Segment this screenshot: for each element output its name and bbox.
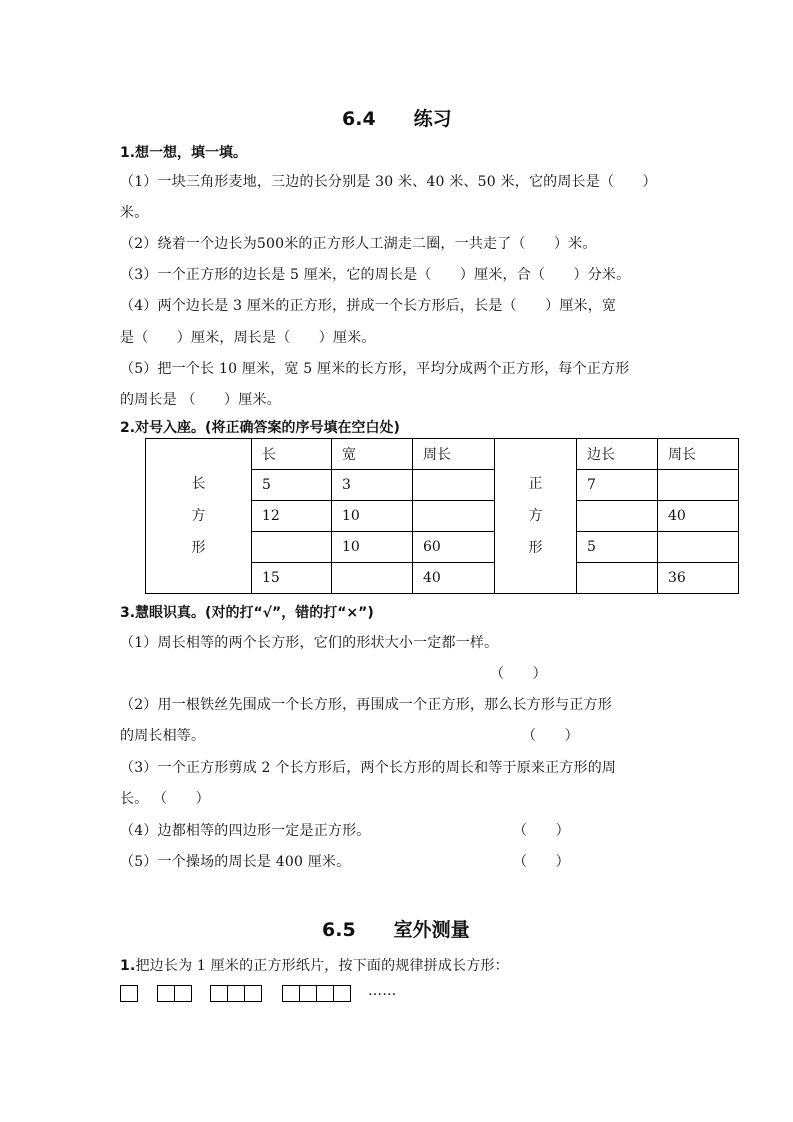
answer-blank: （ ） [490, 666, 547, 682]
q3-line: （5）一个操场的周长是 400 厘米。 [120, 854, 351, 870]
unit-square [227, 985, 245, 1002]
table-cell: 5 [577, 532, 658, 563]
table-header: 周长 [413, 439, 495, 470]
q1-line: （5）把一个长 10 厘米，宽 5 厘米的长方形，平均分成两个正方形，每个正方形 [120, 361, 630, 377]
unit-square [299, 985, 317, 1002]
matching-table [145, 438, 739, 594]
square-label: 正 方 形 [495, 439, 577, 594]
square-group-2 [157, 985, 192, 1002]
unit-square [120, 985, 138, 1002]
q1-line: （4）两个边长是 3 厘米的正方形，拼成一个长方形后，长是（ ）厘米，宽 [120, 298, 617, 314]
square-group-3 [210, 985, 262, 1002]
q3-line: （2）用一根铁丝先围成一个长方形，再围成一个正方形，那么长方形与正方形 [120, 697, 612, 713]
q1-line: （1）一块三角形麦地，三边的长分别是 30 米、40 米、50 米，它的周长是（ ） [120, 174, 657, 190]
unit-square [282, 985, 300, 1002]
table-cell [252, 532, 332, 563]
table-cell: 15 [252, 563, 332, 594]
table-cell: 10 [332, 532, 413, 563]
unit-square [174, 985, 192, 1002]
answer-blank: （ ） [513, 854, 570, 870]
q2-heading: 2.对号入座。(将正确答案的序号填在空白处) [120, 420, 400, 436]
table-cell [413, 470, 495, 501]
table-header: 周长 [658, 439, 739, 470]
unit-square [210, 985, 228, 1002]
table-cell [577, 501, 658, 532]
unit-square [244, 985, 262, 1002]
q3-line: （4）边都相等的四边形一定是正方形。 [120, 823, 371, 839]
table-cell: 7 [577, 470, 658, 501]
ellipsis: …… [368, 983, 397, 999]
table-cell [577, 563, 658, 594]
square-group-1 [120, 985, 138, 1002]
q1-line: （3）一个正方形的边长是 5 厘米，它的周长是（ ）厘米，合（ ）分米。 [120, 267, 631, 283]
q1-line: （2）绕着一个边长为500米的正方形人工湖走二圈，一共走了（ ）米。 [120, 236, 597, 252]
answer-blank: （ ） [513, 823, 570, 839]
answer-blank: （ ） [522, 728, 579, 744]
table-header: 长 [252, 439, 332, 470]
q3-line: 长。 （ ） [120, 791, 210, 807]
table-cell [332, 563, 413, 594]
table-cell: 10 [332, 501, 413, 532]
unit-square [157, 985, 175, 1002]
table-cell: 3 [332, 470, 413, 501]
unit-square [333, 985, 351, 1002]
rect-label: 长 方 形 [146, 439, 252, 594]
table-cell [658, 470, 739, 501]
table-cell [658, 532, 739, 563]
square-group-4 [282, 985, 351, 1002]
q3-line: （3）一个正方形剪成 2 个长方形后，两个长方形的周长和等于原来正方形的周 [120, 760, 617, 776]
table-cell: 40 [658, 501, 739, 532]
q65-number: 1. [120, 958, 136, 974]
q65-text: 把边长为 1 厘米的正方形纸片，按下面的规律拼成长方形： [135, 958, 509, 974]
table-cell: 40 [413, 563, 495, 594]
q3-line: 的周长相等。 [120, 728, 206, 744]
q1-line: 米。 [120, 205, 149, 221]
q1-line: 是（ ）厘米，周长是（ ）厘米。 [120, 330, 376, 346]
table-cell: 5 [252, 470, 332, 501]
q1-line: 的周长是 （ ）厘米。 [120, 392, 281, 408]
table-cell: 60 [413, 532, 495, 563]
q3-heading: 3.慧眼识真。(对的打“√”，错的打“×”) [120, 605, 374, 621]
table-cell: 12 [252, 501, 332, 532]
q3-line: （1）周长相等的两个长方形，它们的形状大小一定都一样。 [120, 635, 499, 651]
q65-heading [120, 955, 509, 975]
section-title-6-5: 6.5 室外测量 [322, 919, 470, 941]
table-cell: 36 [658, 563, 739, 594]
table-cell [413, 501, 495, 532]
unit-square [316, 985, 334, 1002]
table-header: 边长 [577, 439, 658, 470]
section-title-6-4: 6.4 练习 [342, 108, 452, 130]
table-header: 宽 [332, 439, 413, 470]
q1-heading: 1.想一想，填一填。 [120, 145, 248, 161]
